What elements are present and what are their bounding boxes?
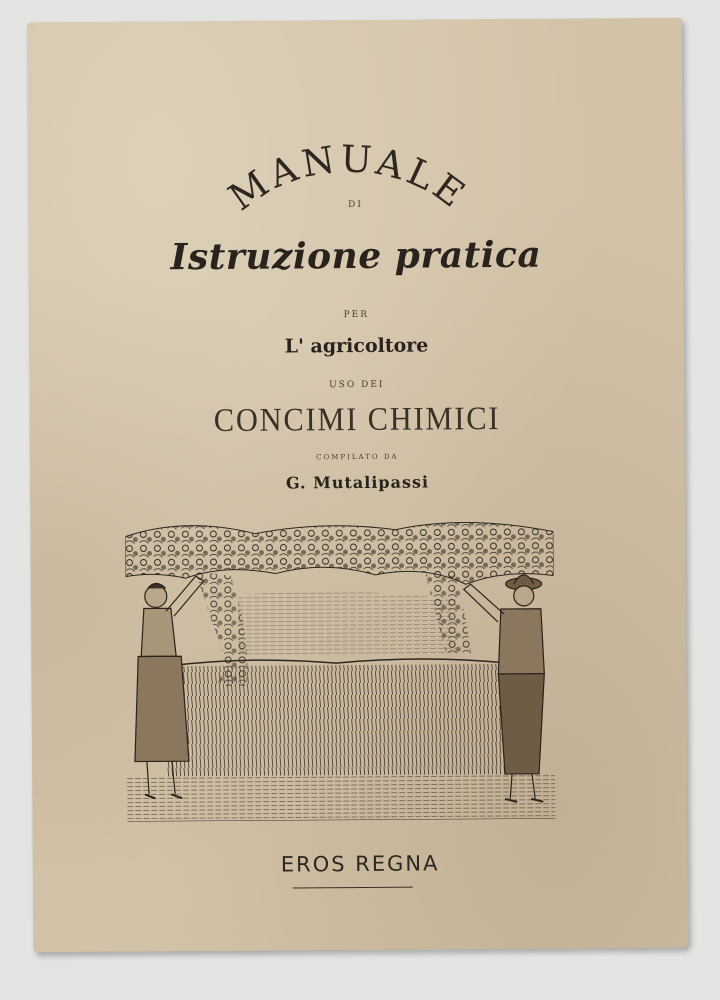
compilato-label: COMPILATO DA xyxy=(316,452,399,462)
concimi-title: CONCIMI CHIMICI xyxy=(213,401,501,440)
publisher-name: EROS REGNA xyxy=(280,851,440,877)
main-title: Istruzione pratica xyxy=(170,233,542,279)
per-label: PER xyxy=(343,309,370,321)
book-cover xyxy=(27,18,688,953)
publisher-underline xyxy=(293,887,413,889)
title-arc-text: MANUALE xyxy=(220,137,476,220)
title-arc xyxy=(198,134,499,246)
agricoltore-line: L' agricoltore xyxy=(284,334,429,358)
author-name: G. Mutalipassi xyxy=(285,472,430,493)
vine-harvest-engraving xyxy=(125,514,555,822)
uso-dei-label: USO DEI xyxy=(329,379,385,391)
di-label: DI xyxy=(348,199,363,211)
